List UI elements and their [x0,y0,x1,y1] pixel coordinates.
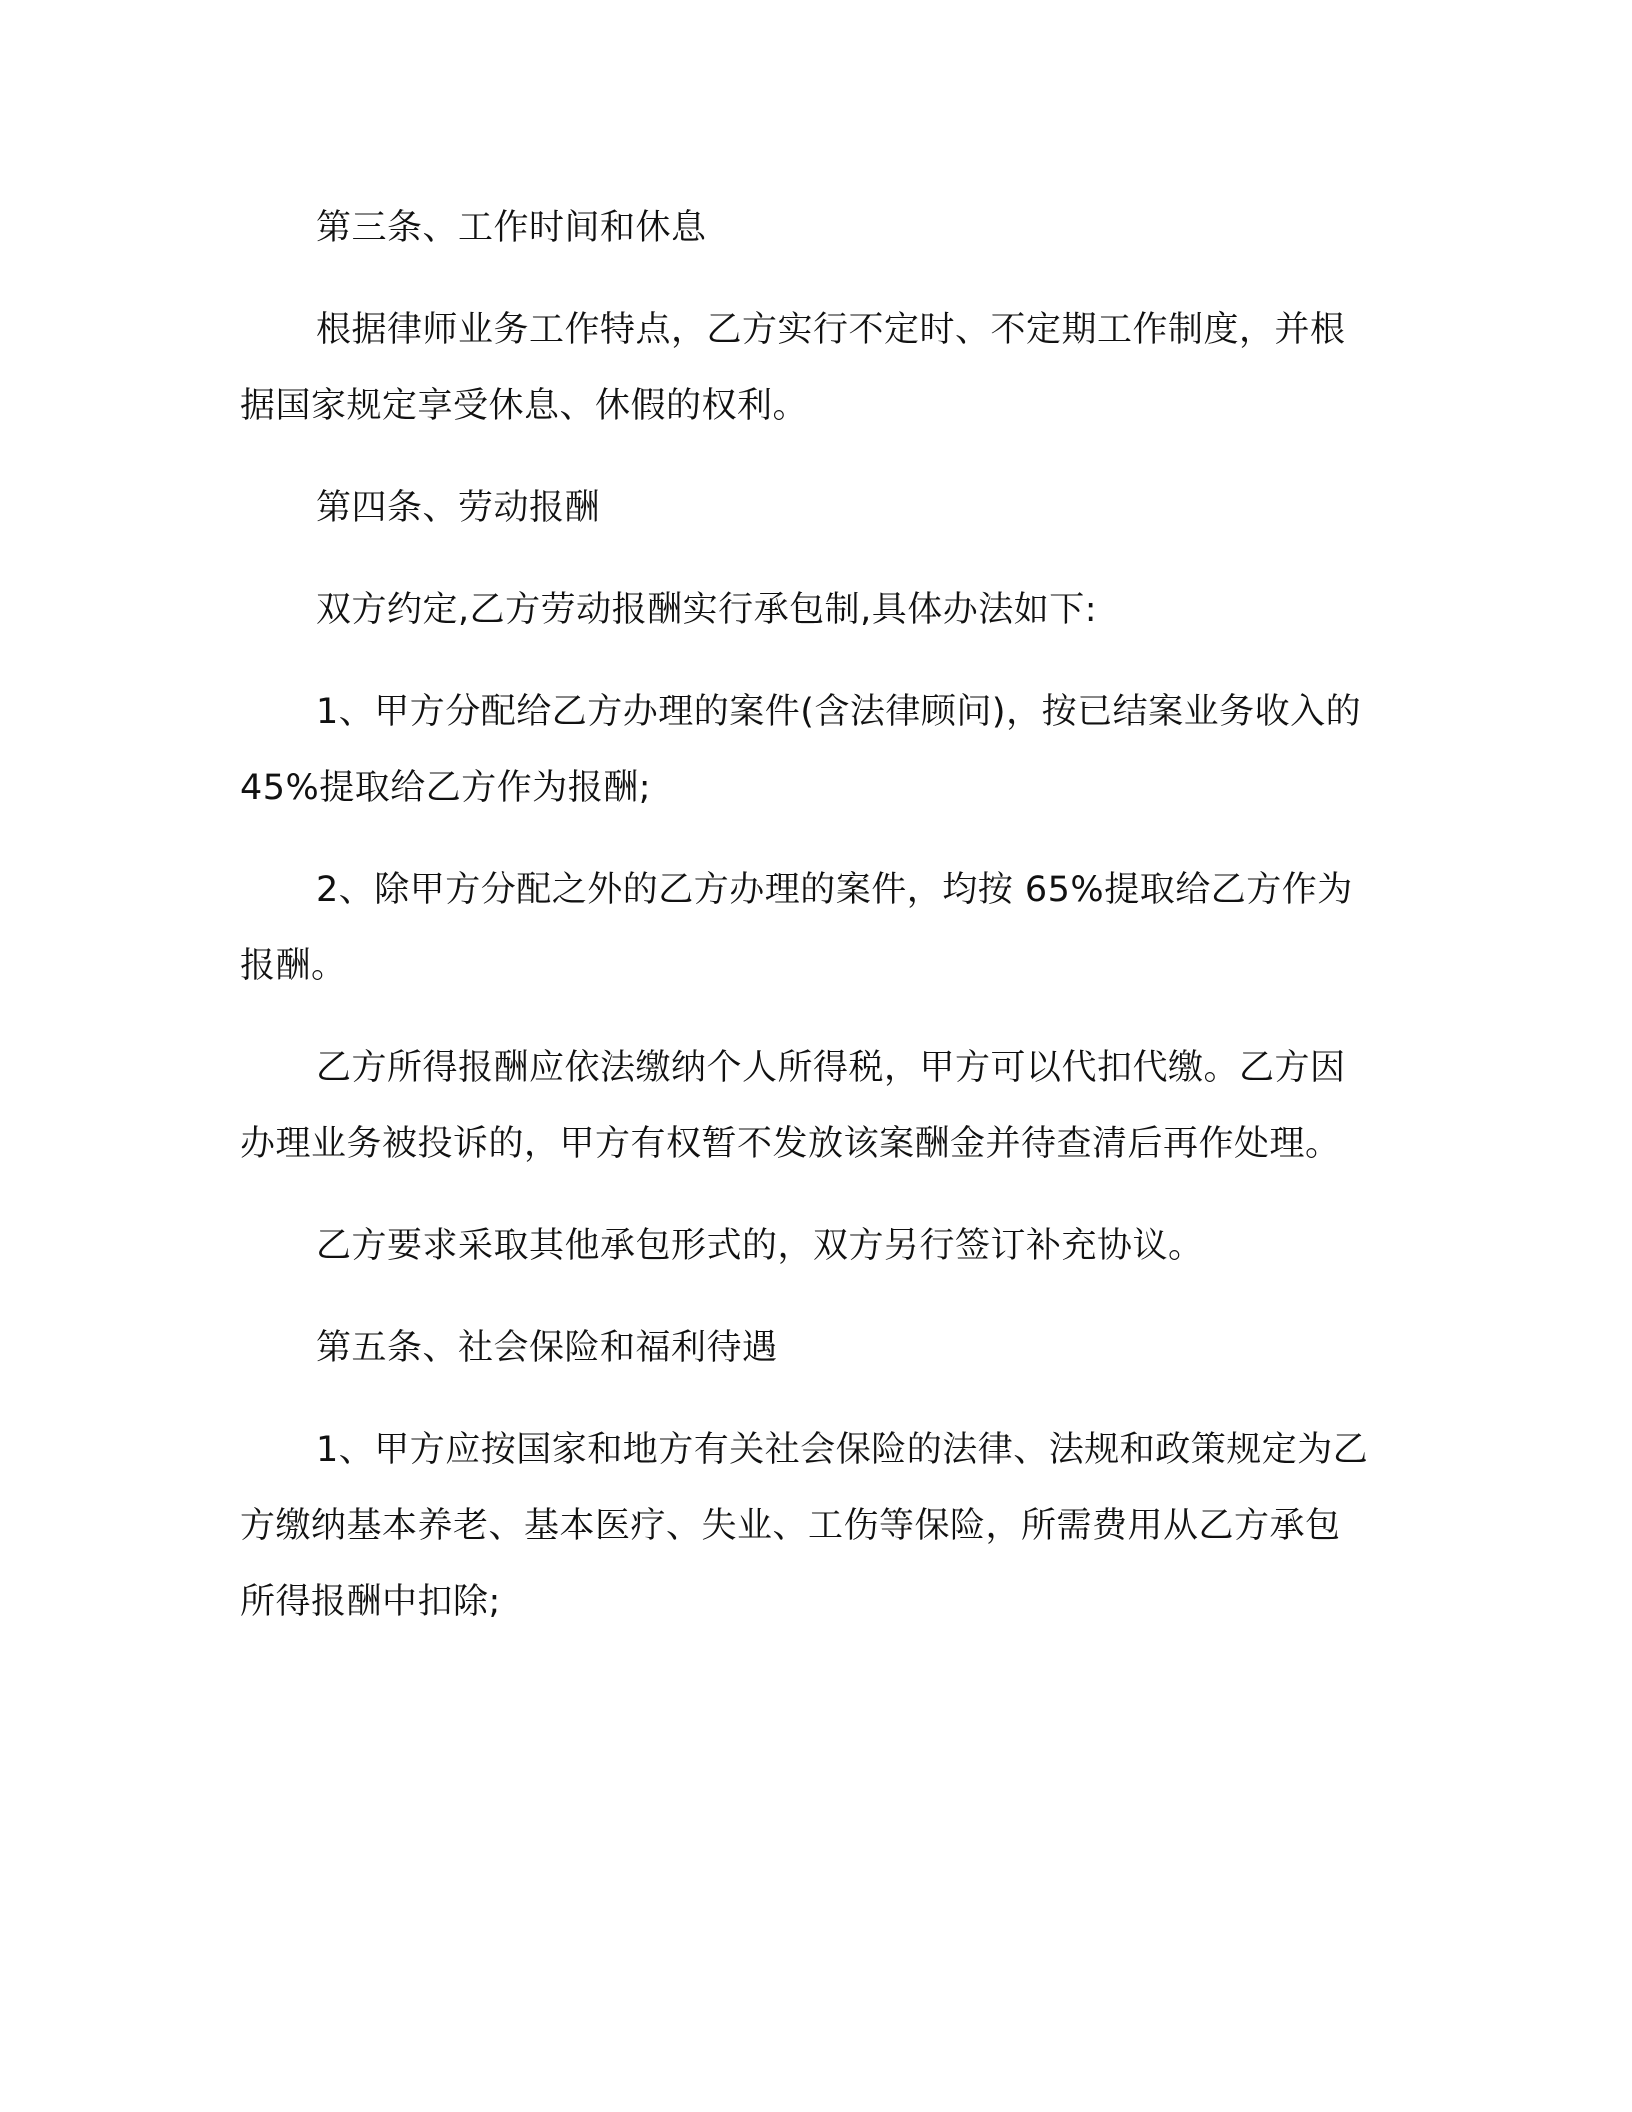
article-4-tax-clause: 乙方所得报酬应依法缴纳个人所得税，甲方可以代扣代缴。乙方因办理业务被投诉的，甲方有权暂不发放该案酬金并待查清后再作处理。 [240,1048,1346,1164]
article-5-heading: 第五条、社会保险和福利待遇 [316,1328,778,1368]
article-3-body: 根据律师业务工作特点，乙方实行不定时、不定期工作制度，并根据国家规定享受休息、休假的权利。 [240,310,1346,426]
article-4-item-1: 1、甲方分配给乙方办理的案件(含法律顾问)，按已结案业务收入的 45%提取给乙方作为报酬; [240,692,1362,808]
document-page [240,190,1370,1640]
article-4-heading: 第四条、劳动报酬 [316,488,601,528]
article-3-heading: 第三条、工作时间和休息 [316,208,707,248]
article-5-item-1: 1、甲方应按国家和地方有关社会保险的法律、法规和政策规定为乙方缴纳基本养老、基本医疗、失业、工伤等保险，所需费用从乙方承包所得报酬中扣除; [240,1430,1369,1622]
article-4-item-2: 2、除甲方分配之外的乙方办理的案件，均按 65%提取给乙方作为报酬。 [240,870,1353,986]
article-4-supplement-clause: 乙方要求采取其他承包形式的，双方另行签订补充协议。 [316,1226,1204,1266]
article-4-intro: 双方约定,乙方劳动报酬实行承包制,具体办法如下: [316,590,1098,630]
